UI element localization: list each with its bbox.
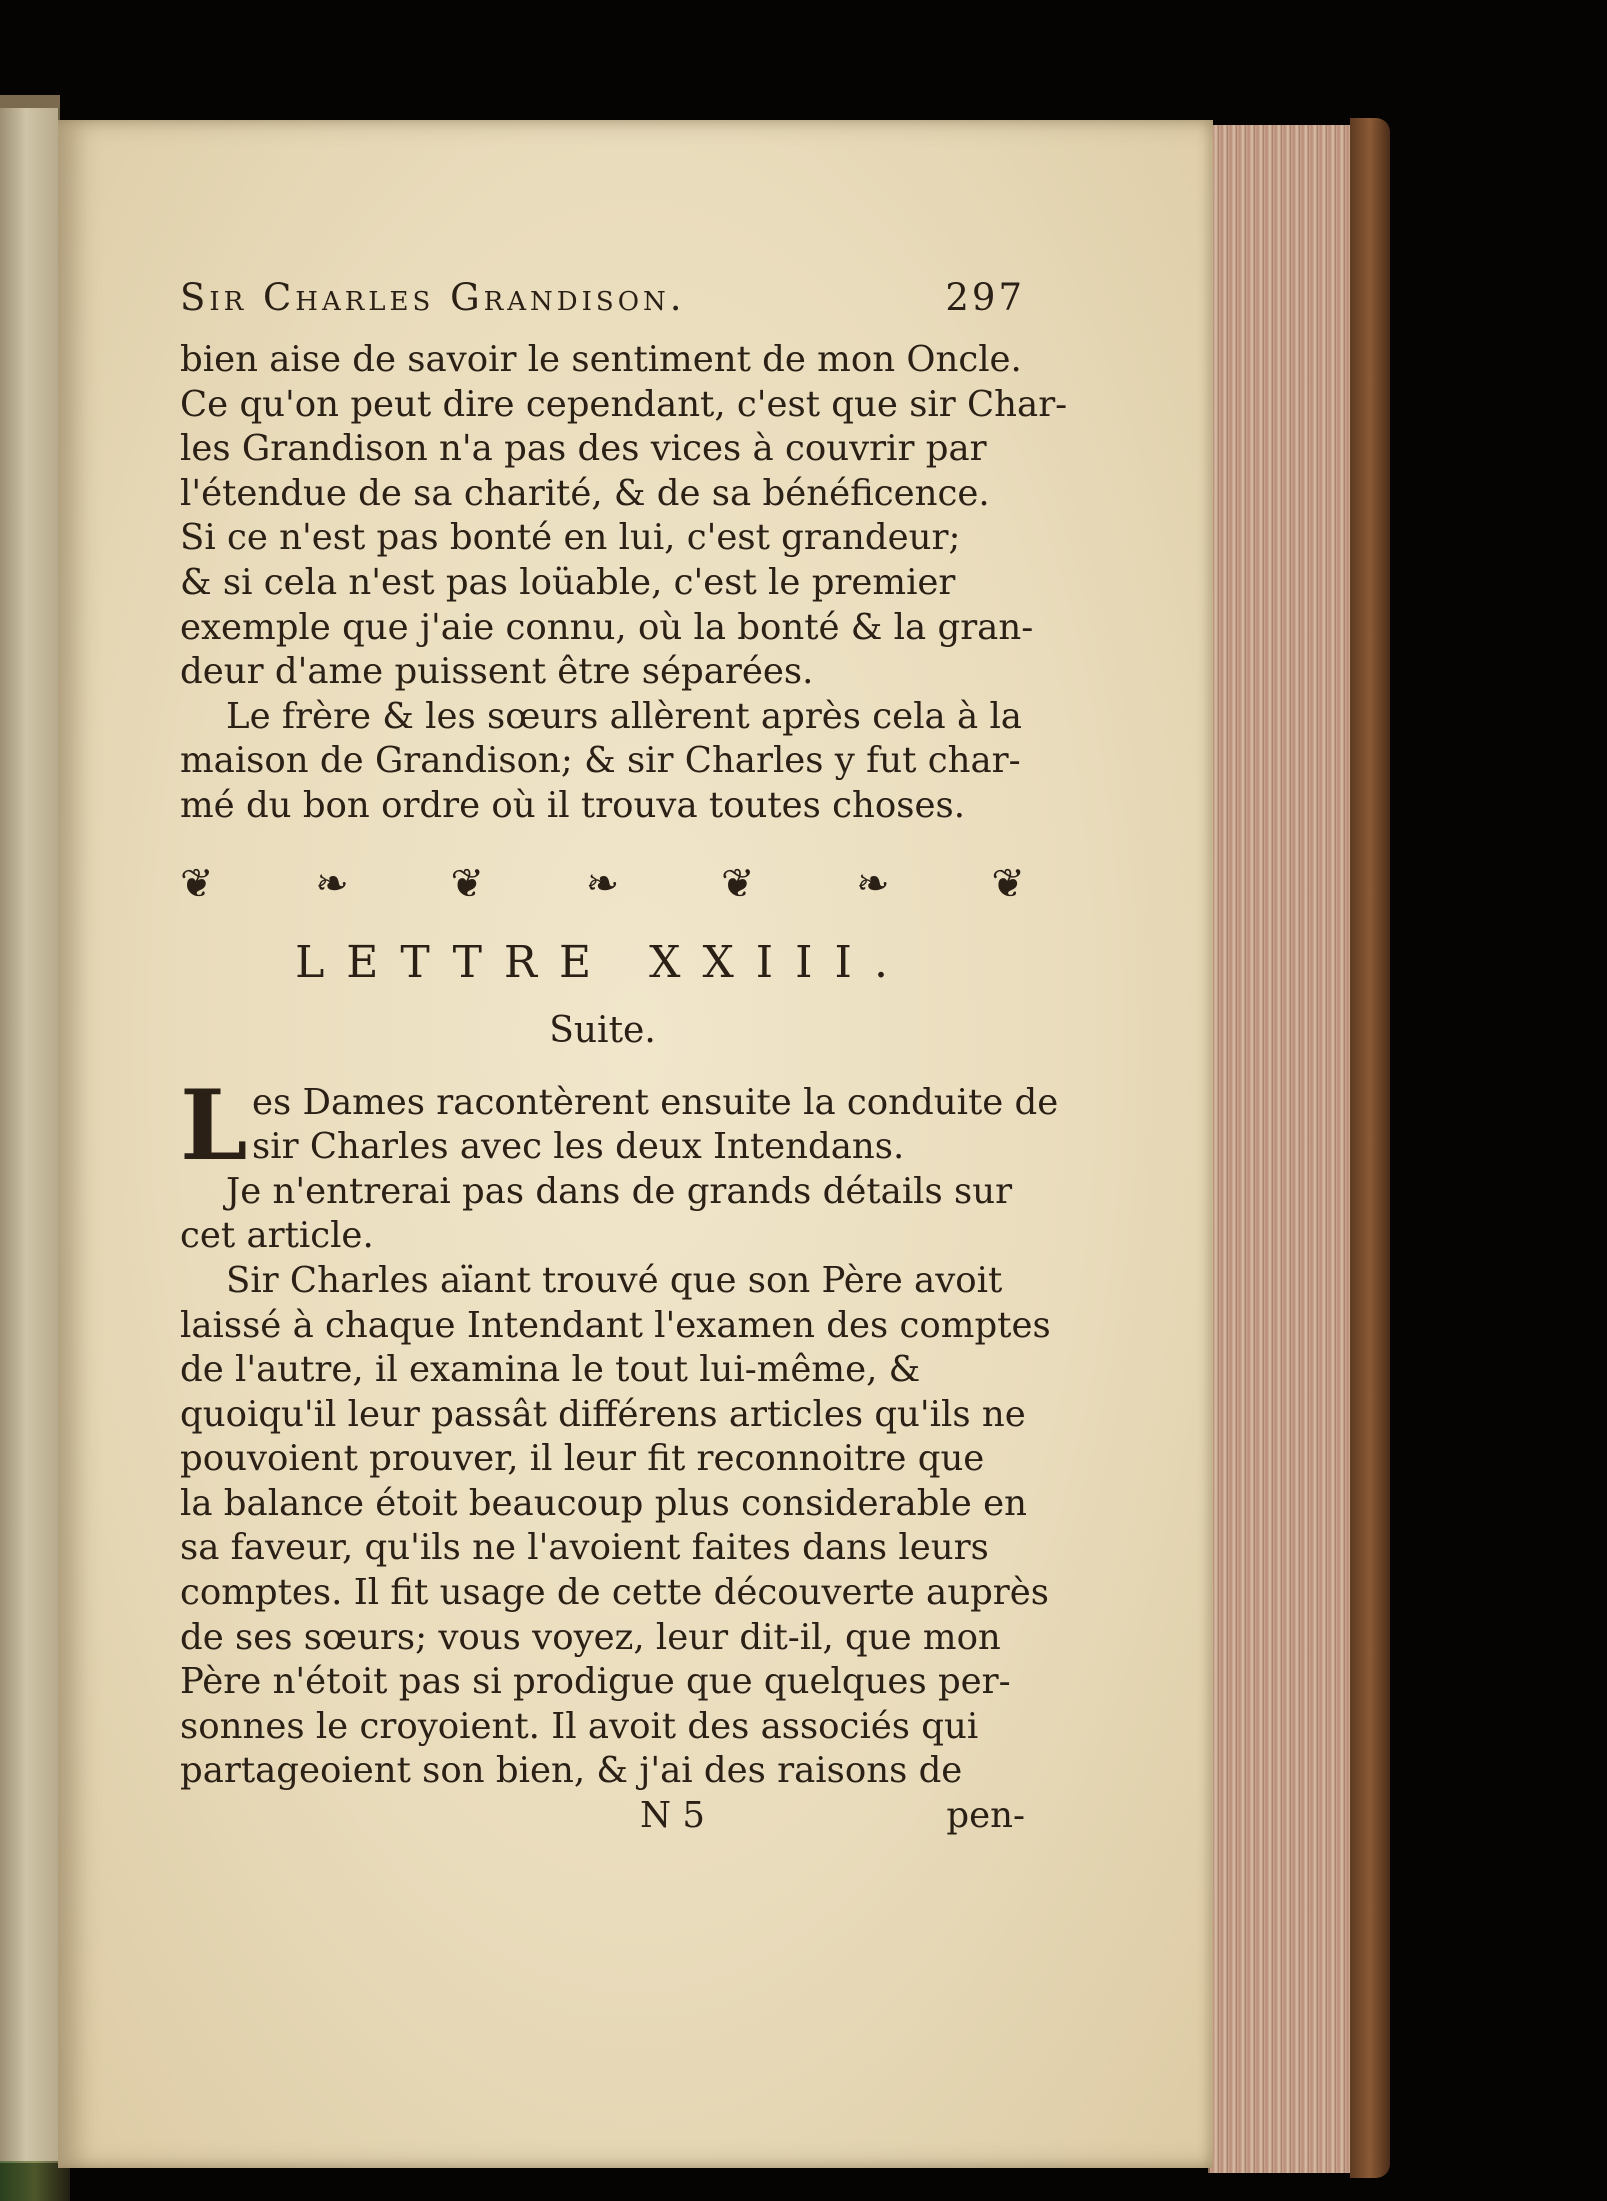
text-line: deur d'ame puissent être séparées. [180, 651, 814, 693]
paragraph-3 [180, 1068, 1059, 1182]
text-line: l'étendue de sa charité, & de sa bénéficence. [180, 472, 990, 514]
text-line: pouvoient prouver, il leur fit reconnoitre que [180, 1438, 985, 1480]
ornament-glyph: ❦ [450, 861, 484, 908]
text-line: comptes. Il fit usage de cette découverte auprès [180, 1572, 1049, 1614]
previous-page-edge [0, 108, 60, 2163]
paragraph-1 [180, 338, 1068, 695]
text-line: mé du bon ordre où il trouva toutes choses. [180, 784, 966, 826]
ornament-glyph: ❦ [991, 861, 1025, 908]
paragraph-5 [180, 1259, 1051, 1794]
text-line: quoiqu'il leur passât différens articles qu'ils ne [180, 1393, 1026, 1435]
text-line: Je n'entrerai pas dans de grands détails sur [226, 1170, 1013, 1212]
text-line: Sir Charles aïant trouvé que son Père avoit [226, 1259, 1003, 1301]
text-line: de l'autre, il examina le tout lui-même, & [180, 1349, 921, 1391]
ornament-glyph: ❧ [856, 861, 890, 908]
ornament-glyph: ❦ [720, 861, 755, 908]
ornament-glyph: ❧ [585, 861, 620, 908]
text-line: maison de Grandison; & sir Charles y fut char- [180, 740, 1021, 782]
text-line: Le frère & les sœurs allèrent après cela à la [226, 695, 1022, 737]
text-line: Père n'étoit pas si prodigue que quelques per- [180, 1661, 1011, 1703]
signature-mark: N 5 [640, 1795, 705, 1837]
page-footer [180, 1794, 1025, 1839]
book-cover-right [1350, 118, 1390, 2178]
text-line: les Grandison n'a pas des vices à couvrir par [180, 428, 987, 470]
text-line: es Dames racontèrent ensuite la conduite de [252, 1081, 1059, 1123]
ornament-glyph: ❦ [180, 861, 214, 908]
text-line: de ses sœurs; vous voyez, leur dit-il, que mon [180, 1616, 1001, 1658]
catchword: pen- [946, 1795, 1025, 1837]
text-line: & si cela n'est pas loüable, c'est le premier [180, 561, 956, 603]
text-line: bien aise de savoir le sentiment de mon Oncle. [180, 339, 1022, 380]
page-text [180, 276, 1068, 1839]
paragraph-4 [180, 1170, 1025, 1259]
text-line: la balance étoit beaucoup plus considerable en [180, 1482, 1027, 1524]
page-header [180, 276, 1025, 338]
text-line: sonnes le croyoient. Il avoit des associés qui [180, 1705, 979, 1747]
letter-title: LETTRE XXIII. [295, 936, 910, 988]
text-line: cet article. [180, 1215, 374, 1257]
text-line: laissé à chaque Intendant l'examen des comptes [180, 1304, 1051, 1346]
ornament-glyph: ❧ [315, 861, 349, 908]
text-line: Si ce n'est pas bonté en lui, c'est grandeur; [180, 517, 961, 559]
ornament-band [180, 855, 1025, 915]
letter-subtitle: Suite. [549, 1009, 656, 1051]
text-line: Ce qu'on peut dire cependant, c'est que sir Char- [180, 383, 1068, 425]
page-stack-edge [1208, 125, 1358, 2173]
drop-cap: L [180, 1068, 248, 1182]
running-head: Sir Charles Grandison. [180, 276, 686, 319]
paragraph-2 [180, 695, 1025, 829]
text-line: sa faveur, qu'ils ne l'avoient faites dans leurs [180, 1527, 989, 1569]
text-line: exemple que j'aie connu, où la bonté & la gran- [180, 606, 1034, 648]
text-line: sir Charles avec les deux Intendans. [252, 1126, 905, 1168]
page-number: 297 [945, 276, 1025, 319]
text-line: partageoient son bien, & j'ai des raisons de [180, 1750, 963, 1792]
